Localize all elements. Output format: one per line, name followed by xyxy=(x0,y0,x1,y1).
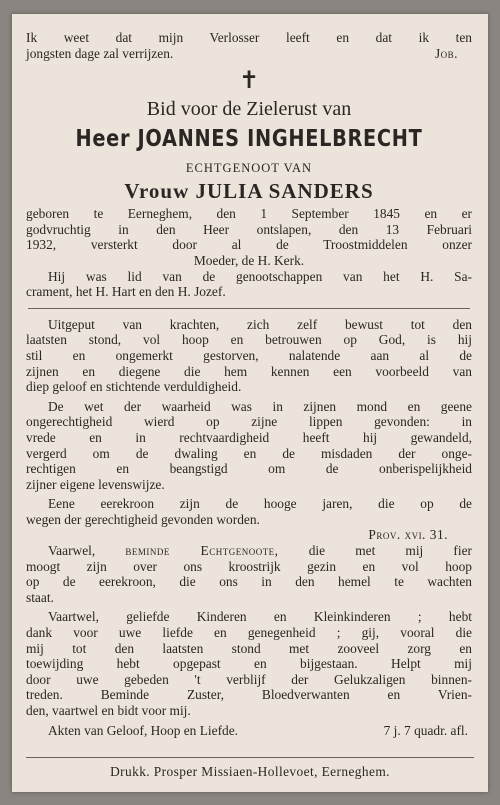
text-line: Eene eerekroon zijn de hooge jaren, die op de xyxy=(48,496,472,512)
deceased-first-name: JOANNES xyxy=(137,126,240,153)
prayer-heading: Bid voor de Zielerust van xyxy=(146,98,352,121)
membership-line: Hij was lid van de genootschappen van het H. Sa- xyxy=(48,268,472,284)
text-line: diep geloof en stichtende verduldigheid. xyxy=(26,379,242,395)
acts-line xyxy=(26,723,472,739)
section-divider xyxy=(28,308,470,309)
acts-text: Akten van Geloof, Hoop en Liefde. xyxy=(48,722,239,738)
deceased-last-name: INGHELBRECHT xyxy=(247,126,423,153)
text-line: De wet der waarheid was in zijnen mond en geene xyxy=(48,398,472,414)
spouse-first-name: JULIA xyxy=(195,179,263,204)
spouse-label: ECHTGENOOT VAN xyxy=(185,161,313,176)
text-line: den, vaartwel en bidt voor mij. xyxy=(26,703,191,718)
text-line: moogt zijn over ons kroostrijk gezin en vol hoop xyxy=(26,558,472,574)
text-line: door uwe gebeden 't verblijf der Gelukzaligen binnen- xyxy=(26,671,472,687)
footer-divider xyxy=(26,757,474,758)
paragraph-4 xyxy=(26,543,472,605)
text-line: rechtigen en beangstigd om de onberispelijkheid xyxy=(26,461,472,477)
quote-line-2 xyxy=(26,46,472,62)
farewell-rest: die met mij fier xyxy=(308,543,473,559)
quote-text: jongsten dage zal verrijzen. xyxy=(26,45,174,61)
text-line: staat. xyxy=(26,589,54,605)
text-line: mij tot den laatsten stond met zooveel zorg en xyxy=(26,640,472,656)
text-line: stil en ongemerkt gestorven, nalatende aan al de xyxy=(26,347,472,363)
paragraph-1 xyxy=(26,317,472,395)
deceased-name xyxy=(62,123,437,155)
printer-credit: Drukk. Prosper Missiaen-Hollevoet, Eerneghem. xyxy=(110,764,390,779)
paragraph-2 xyxy=(26,399,472,493)
bio-line: 1932, versterkt door al de Troostmiddelen onzer xyxy=(26,237,472,253)
text-line: ongerechtigheid wierd op zijne lippen gevonden: in xyxy=(26,414,472,430)
bio-paragraph xyxy=(26,206,472,268)
membership-line: crament, het H. Hart en den H. Jozef. xyxy=(26,284,226,300)
farewell-spouse: beminde Echtgenoote, xyxy=(125,543,279,559)
deceased-title: Heer xyxy=(75,126,131,153)
text-line: wegen der gerechtigheid gevonden worden. xyxy=(26,511,260,527)
cross-icon: ✝ xyxy=(238,68,260,95)
text-line: toewijding hebt opgepast en bijgestaan. Helpt mij xyxy=(26,656,472,672)
text-line: zijner eigene levenswijze. xyxy=(26,476,165,492)
paragraph-5 xyxy=(26,609,472,718)
memorial-card xyxy=(12,14,488,792)
text-line: op de eerekroon, die ons in den hemel te wachten xyxy=(26,574,472,590)
text-line: vergerd om de dwaling en de misdaden der onge- xyxy=(26,445,472,461)
spouse-name xyxy=(26,178,472,204)
quote-source: Job. xyxy=(434,45,458,61)
scripture-reference: Prov. xvi. 31. xyxy=(368,527,448,543)
text-line: zijnen en diegene die hem kennen een voorbeeld van xyxy=(26,363,472,379)
bio-line: geboren te Eerneghem, den 1 September 1845 en er xyxy=(26,206,472,222)
text-line: dank voor uwe liefde en genegenheid ; gij, vooral die xyxy=(26,625,472,641)
text-line: Uitgeput van krachten, zich zelf bewust tot den xyxy=(48,316,472,332)
farewell-start: Vaarwel, xyxy=(48,543,96,559)
indulgence-text: 7 j. 7 quadr. afl. xyxy=(383,722,468,738)
spouse-title: Vrouw xyxy=(124,179,190,204)
text-line: Vaartwel, geliefde Kinderen en Kleinkinderen ; hebt xyxy=(48,609,472,625)
quote-line-1: Ik weet dat mijn Verlosser leeft en dat ik ten xyxy=(26,30,472,45)
bio-line: godvruchtig in den Heer ontslapen, den 13 Februari xyxy=(26,221,472,237)
bio-line: Moeder, de H. Kerk. xyxy=(193,252,305,268)
text-line: treden. Beminde Zuster, Bloedverwanten en Vrien- xyxy=(26,687,472,703)
membership-paragraph xyxy=(26,269,472,300)
spouse-last-name: SANDERS xyxy=(268,179,374,204)
text-line xyxy=(26,543,472,559)
text-line: laatsten stond, vol hoop en betrouwen op God, is hij xyxy=(26,332,472,348)
card-content xyxy=(26,30,472,738)
paragraph-3 xyxy=(26,496,472,543)
text-line: vrede en in rechtvaardigheid heeft hij gewandeld, xyxy=(26,429,472,445)
